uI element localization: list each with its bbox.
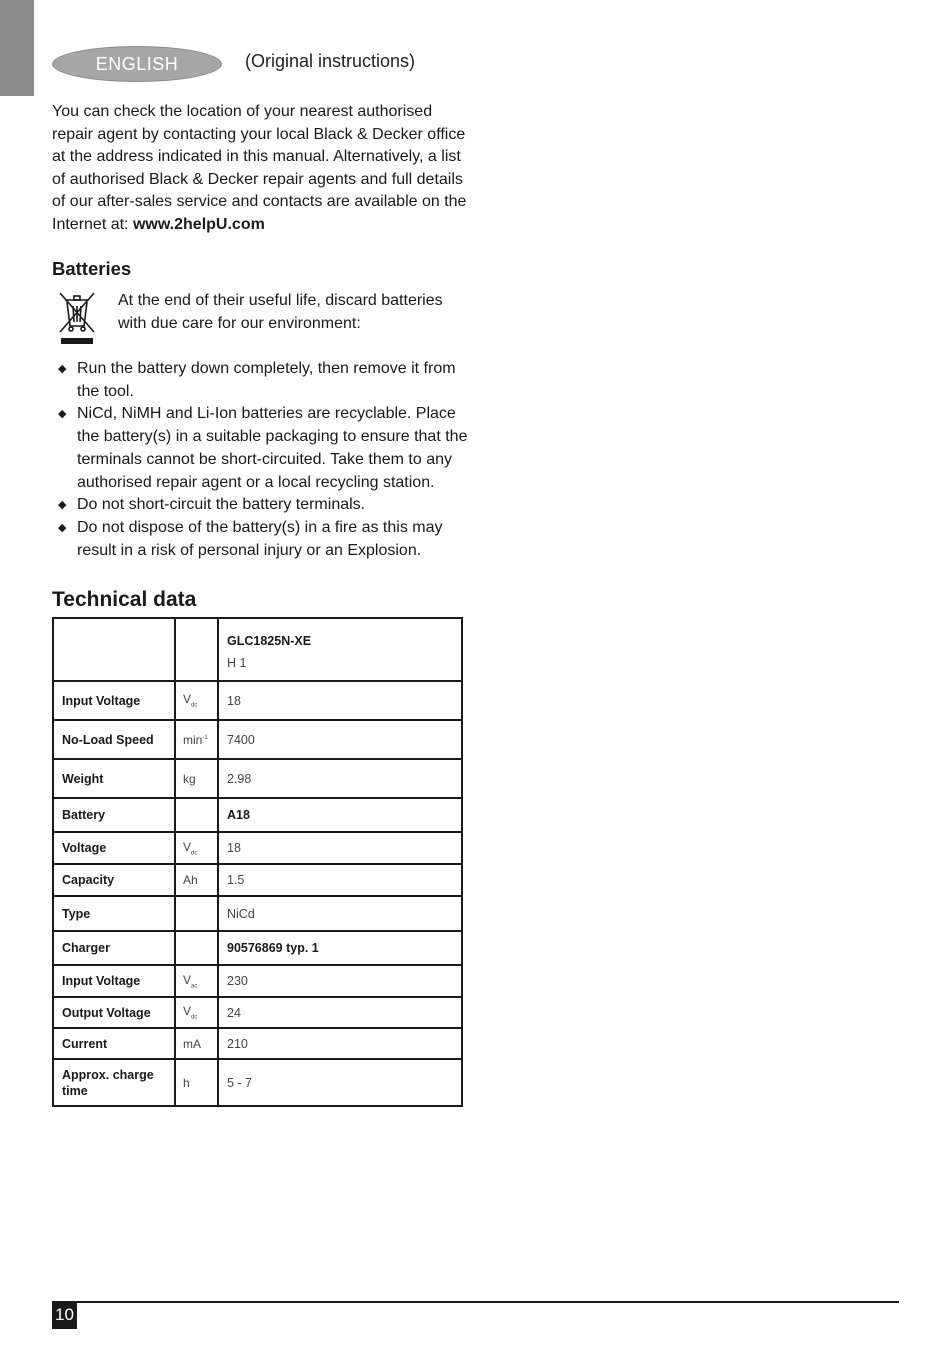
subtitle: (Original instructions) (245, 51, 416, 71)
crossed-out-wheelie-bin-icon (57, 290, 97, 346)
table-row: Input Voltage $V_{dc}$ 18 (53, 681, 462, 720)
table-row: No-Load Speed $\min^{-1}$ 7400 (53, 720, 462, 759)
list-item: ◆ Do not short-circuit the battery terminals. (56, 494, 476, 517)
list-item: ◆ Run the battery down completely, then remove it from the tool. (58, 360, 456, 400)
batteries-heading: Batteries (52, 258, 132, 279)
diamond-bullet-icon: ◆ (58, 499, 67, 512)
footer-rule (52, 1301, 899, 1303)
language-badge: ENGLISH (52, 46, 222, 82)
batteries-intro: At the end of their useful life, discard batteries with due care for our environment: (118, 292, 443, 332)
table-row: Output Voltage $V_{dc}$ 24 (53, 997, 462, 1028)
technical-data-heading: Technical data (52, 588, 197, 611)
diamond-bullet-icon: ◆ (58, 363, 67, 375)
list-item: ◆ NiCd, NiMH and Li-Ion batteries are recyclable. Place the battery(s) in a suitable packaging to ensure that the terminals cannot be short-circuited. Take them to any authorised repair agent or a local recycling station. (58, 405, 468, 491)
table-row: Weight kg 2.98 (53, 759, 462, 798)
table-row: Charger 90576869 typ. 1 (53, 931, 462, 965)
diamond-bullet-icon: ◆ (58, 408, 67, 421)
diamond-bullet-icon: ◆ (58, 521, 67, 534)
table-row: Type NiCd (53, 896, 462, 931)
website-link[interactable]: www.2helpU.com (132, 215, 265, 233)
table-row: Current mA 210 (53, 1028, 462, 1059)
model-type: H 1 (227, 655, 247, 670)
technical-data-table (52, 617, 463, 1107)
side-tab (0, 0, 34, 96)
table-row: Battery A18 (53, 798, 462, 832)
page-number: 10 (52, 1302, 77, 1329)
list-item: ◆ Do not dispose of the battery(s) in a fire as this may result in a risk of personal injury or an Explosion. (58, 518, 443, 559)
table-row: Capacity Ah 1.5 (53, 864, 462, 896)
battery-bullet-list (56, 358, 476, 562)
intro-text: You can check the location of your nearest authorised repair agent by contacting your local Black & Decker office at the address indicated in this manual. Alternatively, a list of authorised Black & Decker repair agents and full details of our after-sales service and contacts are available on the Internet at: (52, 103, 467, 233)
intro-paragraph (52, 101, 472, 237)
table-row: Input Voltage $V_{ac}$ 230 (53, 965, 462, 997)
table-header-row (53, 618, 462, 681)
table-row: Voltage $V_{dc}$ 18 (53, 832, 462, 864)
table-row: Approx. charge time h 5 - 7 (53, 1059, 462, 1106)
model-number: GLC1825N-XE (227, 633, 312, 648)
